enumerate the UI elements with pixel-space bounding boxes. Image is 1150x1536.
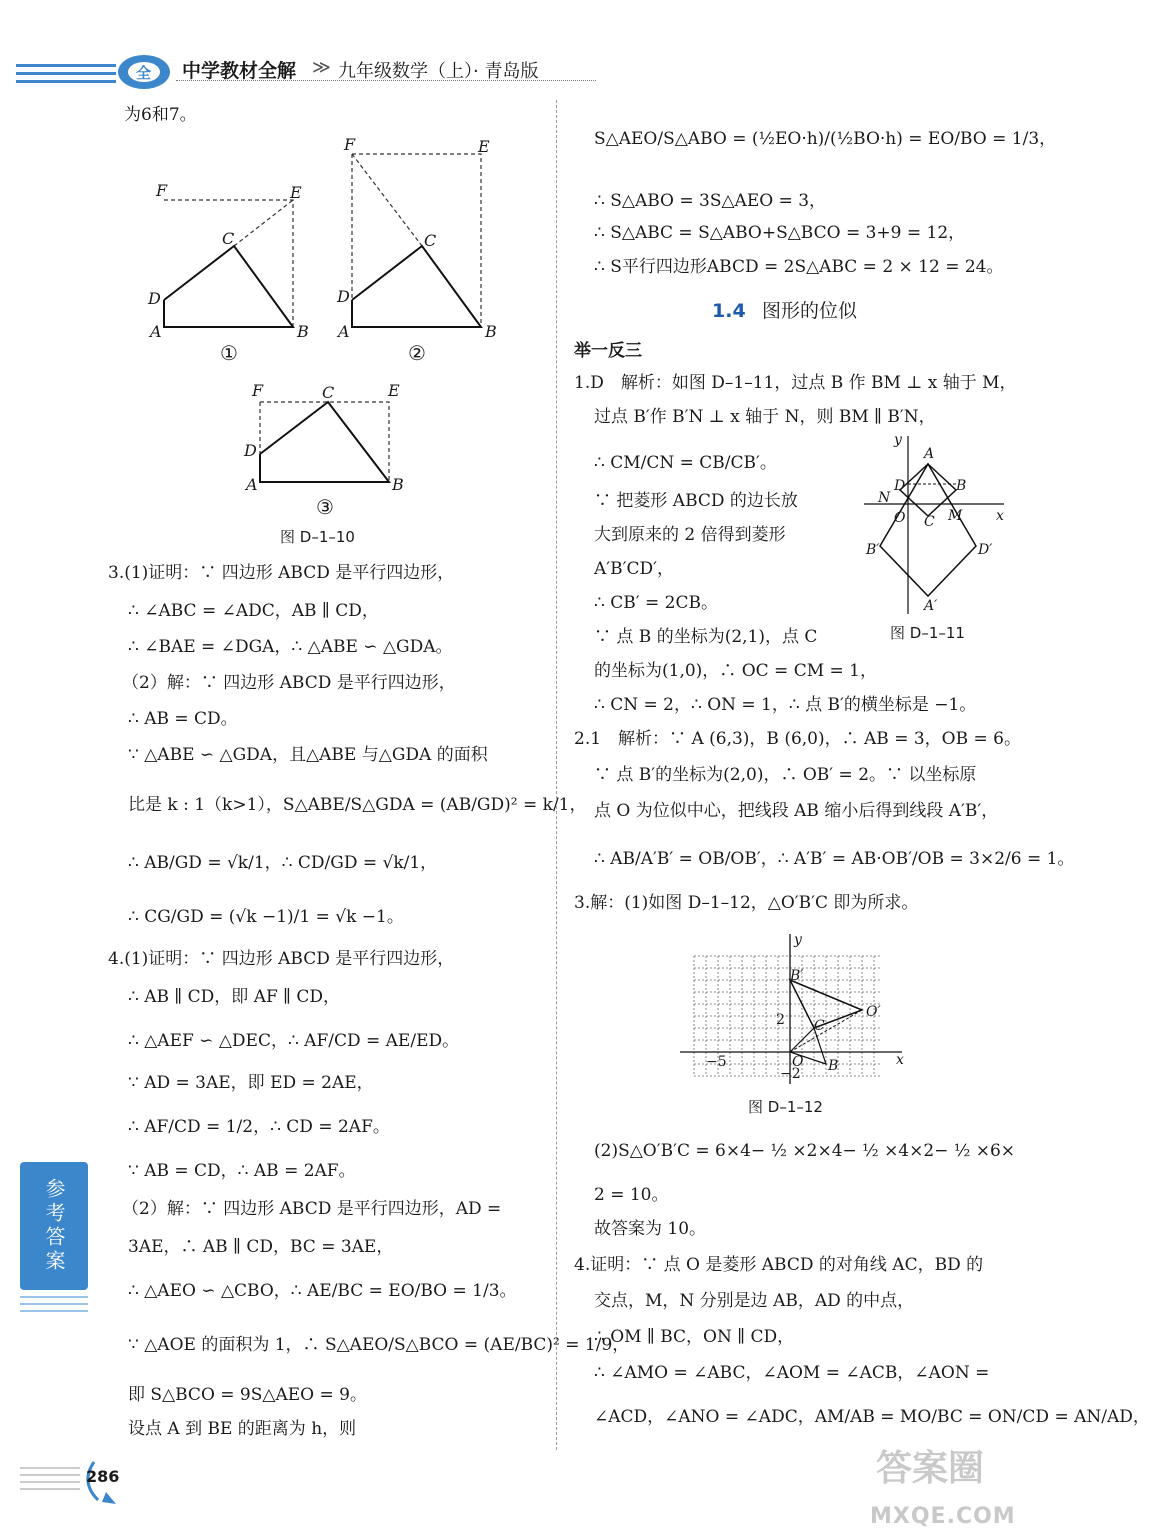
- section-title: 图形的位似: [762, 300, 858, 322]
- text-line: （2）解：∵ 四边形 ABCD 是平行四边形，: [122, 673, 456, 693]
- fig11-N: N: [878, 490, 891, 506]
- text-line: 4.(1)证明：∵ 四边形 ABCD 是平行四边形，: [108, 949, 455, 969]
- fig12-tick-m5: −5: [706, 1054, 727, 1070]
- fig10-p2-num: ②: [408, 341, 426, 365]
- fig11-M: M: [948, 508, 963, 524]
- fig10-p1-B: B: [297, 322, 309, 341]
- text-line: 大到原来的 2 倍得到菱形: [594, 525, 786, 545]
- book-title: 中学教材全解: [182, 60, 297, 82]
- figure-caption: 图 D–1–11: [890, 624, 965, 642]
- text-line: 故答案为 10。: [594, 1219, 707, 1239]
- text-line: ∵ △ABE ∽ △GDA，且△ABE 与△GDA 的面积: [128, 745, 488, 765]
- text-line: S△AEO/S△ABO = (½EO·h)/(½BO·h) = EO/BO = 1/3，: [594, 129, 1057, 149]
- fig10-p3-E: E: [388, 381, 400, 400]
- text-line: 设点 A 到 BE 的距离为 h，则: [128, 1419, 357, 1439]
- watermark-url: MXQE.COM: [870, 1504, 1016, 1529]
- fig10-p1-F: F: [156, 181, 168, 200]
- text-line: 2 = 10。: [594, 1185, 669, 1205]
- text-line: 交点，M，N 分别是边 AB，AD 的中点，: [594, 1291, 915, 1311]
- fig11-D: D: [894, 478, 906, 494]
- fig10-p1-E: E: [290, 183, 302, 202]
- fig10-p1-num: ①: [220, 341, 238, 365]
- fig10-p3-D: D: [244, 441, 257, 460]
- subsection-heading: 举一反三: [574, 341, 642, 361]
- text-line: ∴ △AEF ∽ △DEC，∴ AF/CD = AE/ED。: [128, 1031, 460, 1051]
- text-line: ∴ AB/GD = √k/1，∴ CD/GD = √k/1，: [128, 853, 438, 873]
- fig12-O: O: [792, 1054, 804, 1070]
- text-line: ∴ CB′ = 2CB。: [594, 593, 718, 613]
- fig12-C: C: [814, 1018, 825, 1034]
- fig11-A: A: [924, 446, 935, 462]
- text-line: 的坐标为(1,0)，∴ OC = CM = 1，: [594, 661, 877, 681]
- text-line: ∴ ∠ABC = ∠ADC，AB ∥ CD，: [128, 601, 379, 621]
- fig11-Bp: B′: [866, 542, 880, 558]
- page-number: 286: [86, 1467, 120, 1486]
- text-line: ∴ CM/CN = CB/CB′。: [594, 453, 777, 473]
- text-line: ∵ 把菱形 ABCD 的边长放: [594, 491, 798, 511]
- fig10-p1-C: C: [222, 229, 235, 248]
- text-line: 2.1 解析：∵ A (6,3)，B (6,0)，∴ AB = 3，OB = 6。: [574, 729, 1021, 749]
- text-line: 过点 B′作 B′N ⊥ x 轴于 N，则 BM ∥ B′N，: [594, 407, 936, 427]
- text-line: 3.(1)证明：∵ 四边形 ABCD 是平行四边形，: [108, 563, 455, 583]
- text-line: ∵ △AOE 的面积为 1，∴ S△AEO/S△BCO = (AE/BC)² = 1/9，: [128, 1335, 630, 1355]
- side-tab-answers: 参考答案: [20, 1162, 88, 1290]
- text-line: ∴ AB = CD。: [128, 709, 238, 729]
- fig12-y: y: [794, 932, 802, 948]
- fig10-p2-B: B: [485, 322, 497, 341]
- text-line: ∴ S△ABO = 3S△AEO = 3，: [594, 191, 827, 211]
- fig11-B: B: [956, 478, 967, 494]
- fig10-p3-C: C: [322, 383, 335, 402]
- text-line: 为6和7。: [124, 105, 197, 125]
- fig11-C: C: [924, 514, 935, 530]
- figure-caption: 图 D–1–12: [748, 1098, 823, 1116]
- text-line: ∴ OM ∥ BC，ON ∥ CD，: [594, 1327, 795, 1347]
- fig10-p3-num: ③: [316, 495, 334, 519]
- fig12-Bp: B′: [790, 968, 804, 984]
- text-line: ∵ 点 B′的坐标为(2,0)，∴ OB′ = 2。∵ 以坐标原: [594, 765, 977, 785]
- text-line: ∴ AF/CD = 1/2，∴ CD = 2AF。: [128, 1117, 390, 1137]
- fig10-p3-F: F: [252, 381, 264, 400]
- text-line: ∴ △AEO ∽ △CBO，∴ AE/BC = EO/BO = 1/3。: [128, 1281, 517, 1301]
- fig10-p2-C: C: [424, 231, 437, 250]
- side-tab-stripes: [20, 1292, 88, 1322]
- figure-d-1-10: [140, 132, 540, 524]
- section-number: 1.4: [712, 300, 746, 322]
- fig10-p1-D: D: [148, 289, 161, 308]
- fig12-Op: O′: [866, 1004, 881, 1020]
- fig10-p3-A: A: [246, 475, 258, 494]
- text-line: ∵ AD = 3AE，即 ED = 2AE，: [128, 1073, 374, 1093]
- figure-d-1-11: [860, 430, 1010, 614]
- column-divider: [556, 100, 557, 1450]
- fig11-Dp: D′: [978, 542, 993, 558]
- text-line: 比是 k : 1（k>1），S△ABE/S△GDA = (AB/GD)² = k/1，: [128, 795, 587, 815]
- text-line: ∴ AB/A′B′ = OB/OB′，∴ A′B′ = AB·OB′/OB = 3×2/6 = 1。: [594, 849, 1075, 869]
- text-line: 即 S△BCO = 9S△AEO = 9。: [128, 1385, 367, 1405]
- fig11-O: O: [894, 510, 906, 526]
- figure-panel-1: [164, 200, 293, 327]
- header-rule: [176, 80, 596, 81]
- text-line: ∴ S△ABC = S△ABO+S△BCO = 3+9 = 12，: [594, 223, 966, 243]
- text-line: ∴ CG/GD = (√k −1)/1 = √k −1。: [128, 907, 404, 927]
- fig11-Ap: A′: [924, 598, 938, 614]
- text-line: ∠ACD，∠ANO = ∠ADC，AM/AB = MO/BC = ON/CD = AN/AD，: [594, 1407, 1150, 1427]
- text-line: ∴ CN = 2，∴ ON = 1，∴ 点 B′的横坐标是 −1。: [594, 695, 977, 715]
- svg-text:全: 全: [136, 64, 152, 82]
- fig10-p3-B: B: [392, 475, 404, 494]
- fig12-tick-m2: −2: [780, 1066, 801, 1082]
- fig10-p2-A: A: [338, 322, 350, 341]
- text-line: ∵ AB = CD，∴ AB = 2AF。: [128, 1161, 356, 1181]
- text-line: 3AE，∴ AB ∥ CD，BC = 3AE，: [128, 1237, 394, 1257]
- text-line: 1.D 解析：如图 D–1–11，过点 B 作 BM ⊥ x 轴于 M，: [574, 373, 1017, 393]
- text-line: A′B′CD′，: [594, 559, 674, 579]
- fig10-p2-F: F: [344, 135, 356, 154]
- text-line: 点 O 为位似中心，把线段 AB 缩小后得到线段 A′B′，: [594, 801, 999, 821]
- figure-panel-3: [260, 402, 389, 482]
- text-line: ∴ AB ∥ CD，即 AF ∥ CD，: [128, 987, 341, 1007]
- fig10-p1-A: A: [150, 322, 162, 341]
- watermark-logo: 答案圈: [876, 1448, 985, 1489]
- text-line: ∴ ∠AMO = ∠ABC，∠AOM = ∠ACB，∠AON =: [594, 1363, 990, 1383]
- figure-d-1-12: [676, 928, 916, 1088]
- header-separator-icon: ≫: [312, 57, 331, 78]
- header-logo-icon: [16, 50, 176, 92]
- figure-panel-2: [352, 154, 481, 327]
- fig10-p2-D: D: [337, 287, 350, 306]
- fig10-p2-E: E: [478, 137, 490, 156]
- fig12-x: x: [896, 1052, 904, 1068]
- text-line: ∴ ∠BAE = ∠DGA，∴ △ABE ∽ △GDA。: [128, 637, 453, 657]
- text-line: (2)S△O′B′C = 6×4− ½ ×2×4− ½ ×4×2− ½ ×6×: [594, 1141, 1016, 1161]
- text-line: ∵ 点 B 的坐标为(2,1)，点 C: [594, 627, 818, 647]
- fig12-B: B: [828, 1058, 839, 1074]
- book-subtitle: 九年级数学（上）· 青岛版: [338, 61, 539, 82]
- text-line: （2）解：∵ 四边形 ABCD 是平行四边形，AD =: [122, 1199, 502, 1219]
- fig11-y: y: [894, 432, 902, 448]
- text-line: 4.证明：∵ 点 O 是菱形 ABCD 的对角线 AC，BD 的: [574, 1255, 984, 1275]
- text-line: ∴ S平行四边形ABCD = 2S△ABC = 2 × 12 = 24。: [594, 257, 1004, 277]
- figure-caption: 图 D–1–10: [280, 528, 355, 546]
- fig11-x: x: [996, 508, 1004, 524]
- fig12-tick-2: 2: [776, 1012, 785, 1028]
- text-line: 3.解：(1)如图 D–1–12，△O′B′C 即为所求。: [574, 893, 919, 913]
